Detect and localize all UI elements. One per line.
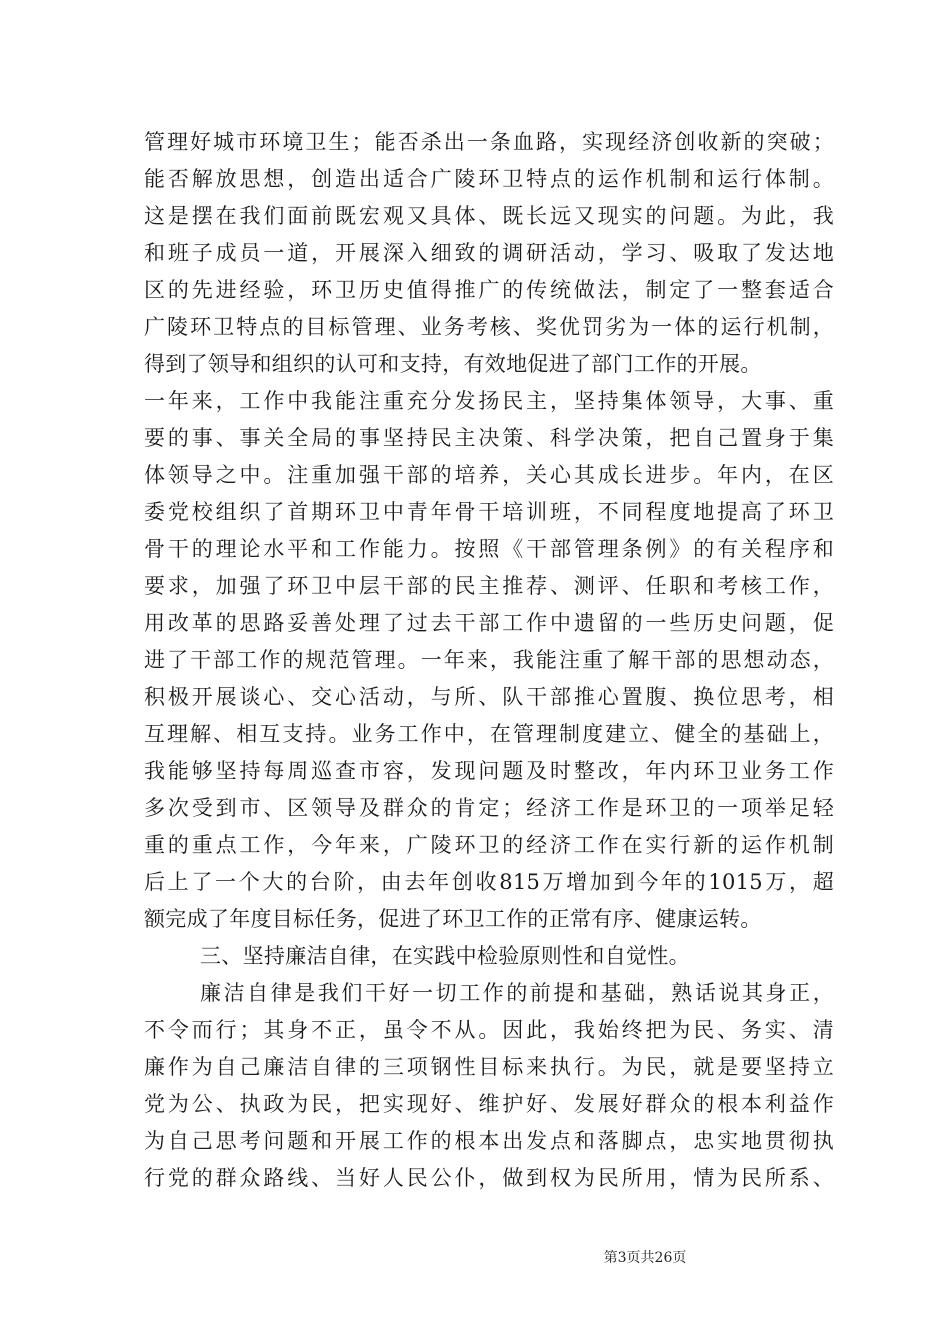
body-text-line: 要求，加强了环卫中层干部的民主推荐、测评、任职和考核工作，: [144, 574, 834, 598]
body-text-line: 互理解、相互支持。业务工作中，在管理制度建立、健全的基础上，: [144, 722, 834, 746]
page-number: 第3页共26页: [603, 1250, 687, 1266]
body-text-line: 和班子成员一道，开展深入细致的调研活动，学习、吸取了发达地: [144, 241, 834, 265]
section-heading: 三、坚持廉洁自律，在实践中检验原则性和自觉性。: [200, 944, 690, 968]
body-text-line: 体领导之中。注重加强干部的培养，关心其成长进步。年内，在区: [144, 463, 834, 487]
body-text-line: 额完成了年度目标任务，促进了环卫工作的正常有序、健康运转。: [144, 907, 762, 931]
body-text-line: 用改革的思路妥善处理了过去干部工作中遗留的一些历史问题，促: [144, 611, 834, 635]
body-text-line: 廉作为自己廉洁自律的三项钢性目标来执行。为民，就是要坚持立: [144, 1055, 834, 1079]
body-text-line: 后上了一个大的台阶，由去年创收815万增加到今年的1015万，超: [144, 870, 834, 894]
body-text-line: 能否解放思想，创造出适合广陵环卫特点的运作机制和运行体制。: [144, 167, 834, 191]
body-text-line: 一年来，工作中我能注重充分发扬民主，坚持集体领导，大事、重: [144, 389, 834, 413]
body-text-line: 广陵环卫特点的目标管理、业务考核、奖优罚劣为一体的运行机制，: [144, 315, 834, 339]
body-text-line: 廉洁自律是我们干好一切工作的前提和基础，熟话说其身正，: [200, 981, 834, 1005]
body-text-line: 为自己思考问题和开展工作的根本出发点和落脚点，忠实地贯彻执: [144, 1129, 834, 1153]
body-text-line: 管理好城市环境卫生；能否杀出一条血路，实现经济创收新的突破；: [144, 130, 834, 154]
body-text-line: 这是摆在我们面前既宏观又具体、既长远又现实的问题。为此，我: [144, 204, 834, 228]
body-text-line: 我能够坚持每周巡查市容，发现问题及时整改，年内环卫业务工作: [144, 759, 834, 783]
body-text-line: 得到了领导和组织的认可和支持，有效地促进了部门工作的开展。: [144, 352, 762, 376]
body-text-line: 重的重点工作，今年来，广陵环卫的经济工作在实行新的运作机制: [144, 833, 834, 857]
body-text-line: 进了干部工作的规范管理。一年来，我能注重了解干部的思想动态，: [144, 648, 834, 672]
body-text-line: 行党的群众路线、当好人民公仆，做到权为民所用，情为民所系、: [144, 1166, 834, 1190]
body-text-line: 骨干的理论水平和工作能力。按照《干部管理条例》的有关程序和: [144, 537, 834, 561]
body-text-line: 不令而行；其身不正，虽令不从。因此，我始终把为民、务实、清: [144, 1018, 834, 1042]
body-text-line: 委党校组织了首期环卫中青年骨干培训班，不同程度地提高了环卫: [144, 500, 834, 524]
body-text-line: 要的事、事关全局的事坚持民主决策、科学决策，把自己置身于集: [144, 426, 834, 450]
body-text-line: 党为公、执政为民，把实现好、维护好、发展好群众的根本利益作: [144, 1092, 834, 1116]
body-text-line: 积极开展谈心、交心活动，与所、队干部推心置腹、换位思考，相: [144, 685, 834, 709]
body-text-line: 区的先进经验，环卫历史值得推广的传统做法，制定了一整套适合: [144, 278, 834, 302]
body-text-line: 多次受到市、区领导及群众的肯定；经济工作是环卫的一项举足轻: [144, 796, 834, 820]
page-footer: [0, 1248, 950, 1268]
